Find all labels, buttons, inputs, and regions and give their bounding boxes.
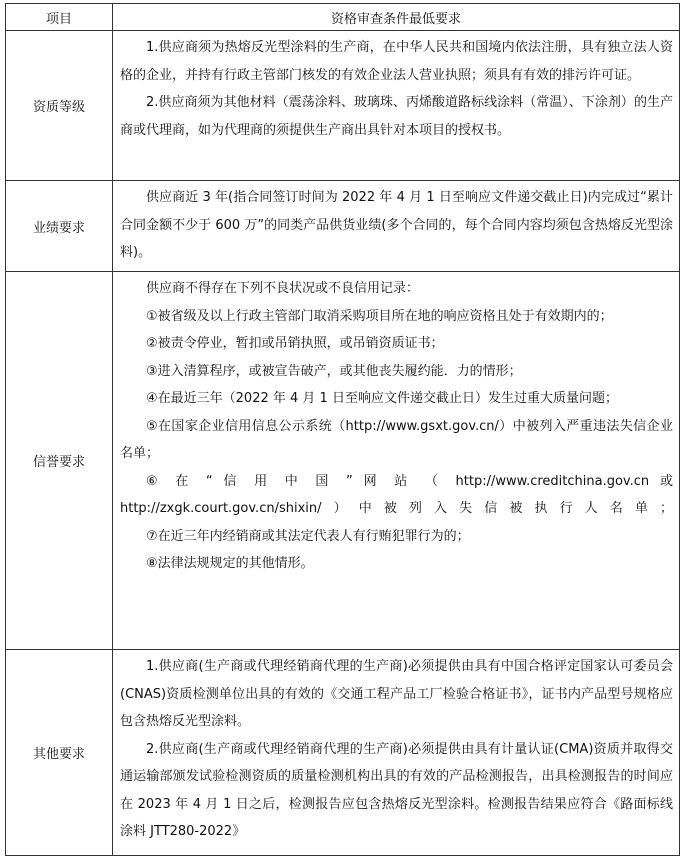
paragraph: 1.供应商须为热熔反光型涂料的生产商，在中华人民共和国境内依法注册，具有独立法人资格的企业，并持有行政主管部门核发的有效企业法人营业执照；须具有有效的排污许可证。 [120,40,673,83]
paragraph: ⑧法律法规规定的其他情形。 [146,556,314,571]
requirements-table [5,3,680,856]
table-row [6,272,680,650]
row-label-credit: 信誉要求 [6,272,113,650]
paragraph: ②被责令停业，暂扣或吊销执照，或吊销资质证书； [146,336,444,351]
table-row [6,31,680,181]
paragraph: ⑤在国家企业信用信息公示系统（http://www.gsxt.gov.cn/）中被列入严重违法失信企业名单； [120,418,673,461]
paragraph: ④在最近三年（2022 年 4 月 1 日至响应文件递交截止日）发生过重大质量问题； [146,391,618,406]
row-label-performance: 业绩要求 [6,181,113,272]
row-label-qualification: 资质等级 [6,31,113,181]
row-content-other [113,650,680,856]
header-item: 项目 [6,4,113,31]
row-content-qualification [113,31,680,181]
row-label-other: 其他要求 [6,650,113,856]
table-row [6,181,680,272]
paragraph: ⑥ 在 “ 信 用 中 国 ” 网 站 （ http://www.creditchina.gov.cn 或 http://zxgk.court.gov.cn/shixin/）中被列入失信被执行人名单； [120,473,673,516]
paragraph: 供应商近 3 年(指合同签订时间为 2022 年 4 月 1 日至响应文件递交截止日)内完成过“累计合同金额不少于 600 万”的同类产品供货业绩(多个合同的，每个合同内容均须包含热熔反光型涂料)。 [120,190,673,260]
paragraph: 供应商不得存在下列不良状况或不良信用记录： [146,281,420,296]
table-header-row [6,4,680,31]
paragraph: 2.供应商(生产商或代理经销商代理的生产商)必须提供由具有计量认证(CMA)资质并取得交通运输部颁发试验检测资质的质量检测机构出具的有效的产品检测报告，出具检测报告的时间应在 2023 年 4 月 1 日之后，检测报告应包含热熔反光型涂料。检测报告结果应符合《路面标线涂料 JTT280-2022》 [120,741,673,839]
paragraph: 1.供应商(生产商或代理经销商代理的生产商)必须提供由具有中国合格评定国家认可委员会(CNAS)资质检测单位出具的有效的《交通工程产品工厂检验合格证书》，证书内产品型号规格应包含热熔反光型涂料。 [120,659,673,729]
paragraph: ⑦在近三年内经销商或其法定代表人有行贿犯罪行为的； [146,528,470,544]
row-content-credit [113,272,680,650]
row-content-performance [113,181,680,272]
paragraph: ①被省级及以上行政主管部门取消采购项目所在地的响应资格且处于有效期内的； [146,308,613,324]
header-requirement: 资格审查条件最低要求 [113,4,680,31]
paragraph: 2.供应商须为其他材料（震荡涂料、玻璃珠、丙烯酸道路标线涂料（常温）、下涂剂）的生产商或代理商，如为代理商的须提供生产商出具针对本项目的授权书。 [120,95,673,138]
paragraph: ③进入清算程序，或被宣告破产，或其他丧失履约能．力的情形； [146,363,522,379]
table-row [6,650,680,856]
